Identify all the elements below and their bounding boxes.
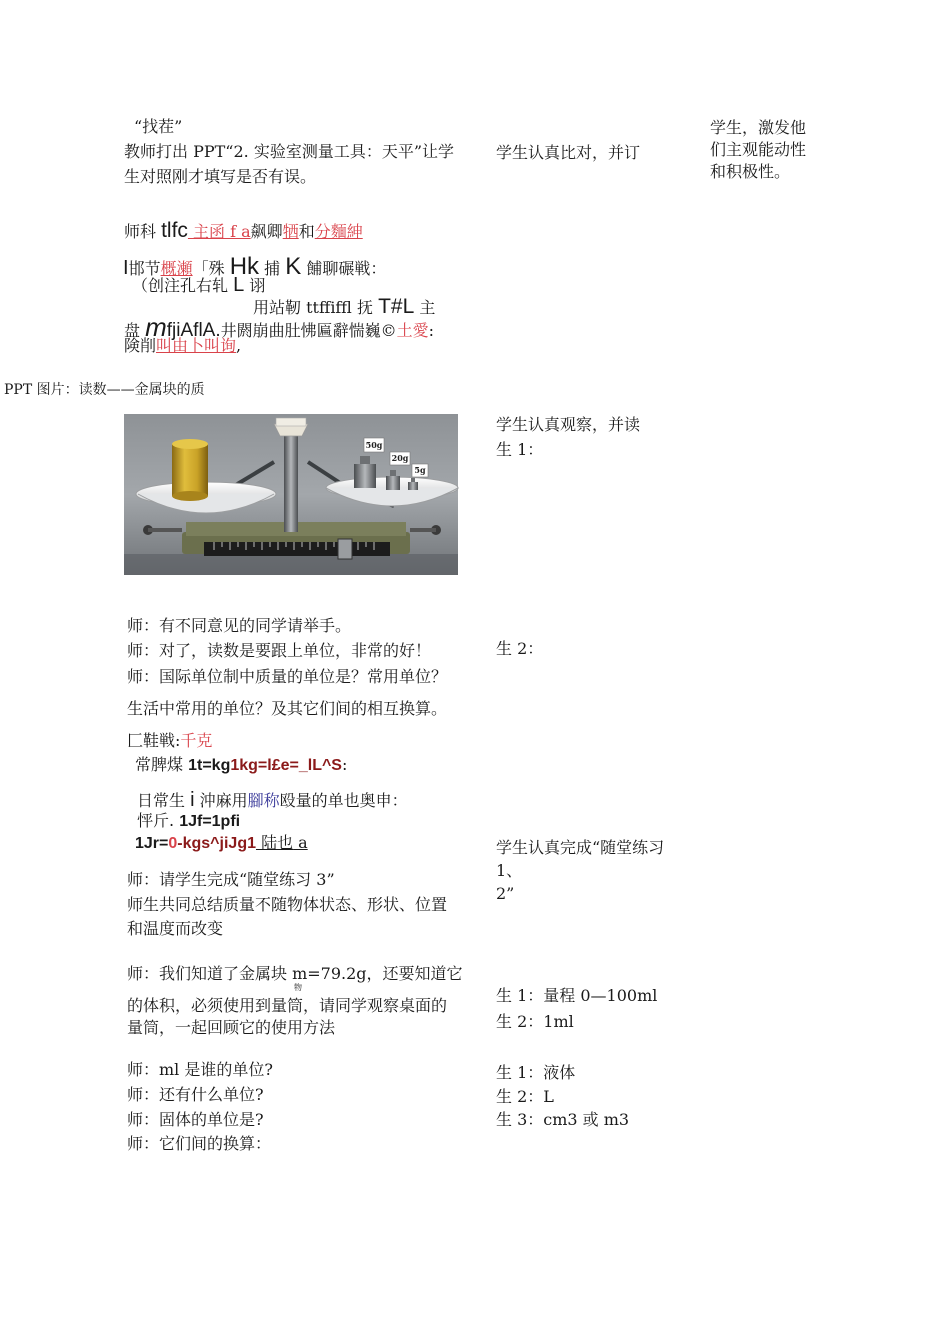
unit-text: 匚鞋戦:: [127, 731, 181, 750]
garbled-text: 叫由卜叫询: [156, 336, 237, 355]
unit-line-3: [137, 788, 408, 812]
student-check: 学生认真比对，并订: [496, 143, 641, 162]
unit-text: -kgs^jiJg1: [177, 835, 256, 852]
garbled-text: 师科: [124, 222, 162, 241]
range-answer-2: 生 2：1ml: [496, 1012, 574, 1031]
unit-line-1: [127, 731, 212, 750]
student-observe: 学生认真观察，并读: [496, 415, 641, 434]
student-practice-2: 1、: [496, 861, 523, 880]
unit-line-5: [135, 833, 308, 853]
garbled-text: 主函 f a: [187, 222, 251, 241]
student-practice-1: 学生认真完成“随堂练习: [496, 838, 665, 857]
volume-line-2: 的体积，必须使用到量筒，请同学观察桌面的: [127, 996, 448, 1015]
unit-text: :: [341, 755, 348, 774]
garbled-text: 用站靭 ttffiffl 抚: [253, 298, 379, 317]
weight-label-50g: 50g: [365, 440, 383, 450]
question-2: 师：对了，读数是要跟上单位，非常的好！: [127, 641, 432, 660]
volume-line-1: [127, 964, 463, 983]
garbled-text: 邯节: [128, 259, 161, 278]
balance-scale-photo: [124, 414, 458, 575]
garbled-text: 険削: [124, 336, 157, 355]
unit-text: 1Jr=: [135, 835, 169, 852]
find-fault-heading: “找茬”: [134, 117, 183, 136]
garbled-text: 井閼崩曲肚怫匾辭惴巍©: [220, 321, 397, 340]
unit-text: 1t=kg: [188, 757, 231, 774]
garbled-text: 主: [414, 298, 436, 317]
question-1: 师：有不同意见的同学请举手。: [127, 616, 352, 635]
ml-question-2: 师：还有什么单位?: [127, 1085, 264, 1104]
practice-line-1: 师：请学生完成“随堂练习 3”: [127, 870, 335, 889]
unit-text: 常脾煤: [135, 755, 189, 774]
unit-text: a: [293, 833, 308, 852]
garbled-text: 诩: [244, 276, 266, 295]
garbled-text: 捕: [259, 259, 286, 278]
garbled-text: Hk: [229, 253, 260, 280]
unit-text: 腳称: [247, 791, 280, 810]
teacher-ppt-line-2: 生对照刚才填写是否有误。: [124, 167, 317, 186]
unit-text: 陆也: [255, 833, 294, 852]
garbled-text: 概瀬: [160, 259, 193, 278]
range-answer-1: 生 1：量程 0—100ml: [496, 986, 658, 1005]
unit-text: 1kg=l£e=_lL^S: [230, 757, 342, 774]
unit-text: 0: [168, 835, 178, 852]
right-note-3: 和积极性。: [710, 162, 791, 181]
garbled-text: 分麵紳: [314, 222, 363, 241]
student-2-answer: 生 2：: [496, 639, 544, 658]
volume-text: 师：我们知道了金属块: [127, 964, 293, 983]
unit-text: 1Jf=1pfi: [179, 813, 241, 830]
unit-line-2: [135, 755, 347, 775]
volume-line-3: 量筒，一起回顾它的使用方法: [127, 1018, 336, 1037]
ml-question-3: 师：固体的单位是?: [127, 1110, 264, 1129]
garbled-text: :: [428, 321, 435, 340]
ml-question-4: 师：它们间的换算：: [127, 1134, 272, 1153]
student-practice-3: 2”: [496, 884, 515, 903]
volume-text: m: [292, 964, 308, 983]
ml-question-1: 师：ml 是谁的单位?: [127, 1060, 273, 1079]
practice-line-2: 师生共同总结质量不随物体状态、形状、位置: [127, 895, 448, 914]
garbled-line-6: [124, 336, 241, 355]
weight-label-20g: 20g: [391, 453, 409, 463]
teacher-ppt-line-1: 教师打出 PPT“2. 实验室测量工具：天平”让学: [124, 142, 455, 161]
unit-text: 千克: [180, 731, 213, 750]
unit-text: 日常生: [137, 791, 191, 810]
garbled-line-1: [124, 218, 363, 243]
right-note-2: 们主观能动性: [710, 140, 807, 159]
unit-text: 沖麻用: [194, 791, 248, 810]
garbled-text: 牺: [282, 222, 299, 241]
garbled-text: ,: [236, 336, 242, 355]
volume-text: =79.2g，还要知道它: [307, 964, 463, 983]
unit-text: i: [190, 789, 195, 811]
unit-line-4: [137, 811, 240, 831]
garbled-text: 土愛: [396, 321, 429, 340]
garbled-text: I: [123, 257, 129, 279]
liquid-answer-2: 生 2：L: [496, 1087, 554, 1106]
garbled-text: 餔聊碾戦：: [301, 259, 387, 278]
practice-line-3: 和温度而改变: [127, 919, 224, 938]
garbled-text: m: [145, 312, 167, 342]
unit-text: 怦斤.: [137, 811, 180, 830]
garbled-text: 飙卿: [250, 222, 283, 241]
garbled-text: 和: [298, 222, 315, 241]
garbled-text: T#L: [378, 295, 415, 318]
liquid-answer-3: 生 3：cm3 或 m3: [496, 1110, 630, 1129]
garbled-text: K: [285, 253, 302, 280]
ppt-picture-caption: PPT 图片：读数——金属块的质: [4, 382, 205, 398]
question-4: 生活中常用的单位？及其它们间的相互换算。: [127, 699, 448, 718]
student-1-answer: 生 1：: [496, 440, 544, 459]
garbled-text: 盘: [124, 321, 146, 340]
liquid-answer-1: 生 1：液体: [496, 1063, 576, 1082]
garbled-text: fjiAflA.: [166, 320, 221, 341]
weight-label-5g: 5g: [414, 465, 426, 475]
volume-subscript: 物: [294, 983, 302, 992]
unit-text: 殴量的单也奥申：: [279, 791, 408, 810]
garbled-text: （创注孔右轧: [132, 276, 234, 295]
garbled-line-3: [132, 273, 265, 297]
question-3: 师：国际单位制中质量的单位是？常用单位？: [127, 667, 448, 686]
garbled-text: L: [233, 274, 245, 296]
garbled-text: 「殊: [192, 259, 230, 278]
garbled-text: tlfc: [161, 219, 188, 242]
right-note-1: 学生，激发他: [710, 118, 807, 137]
